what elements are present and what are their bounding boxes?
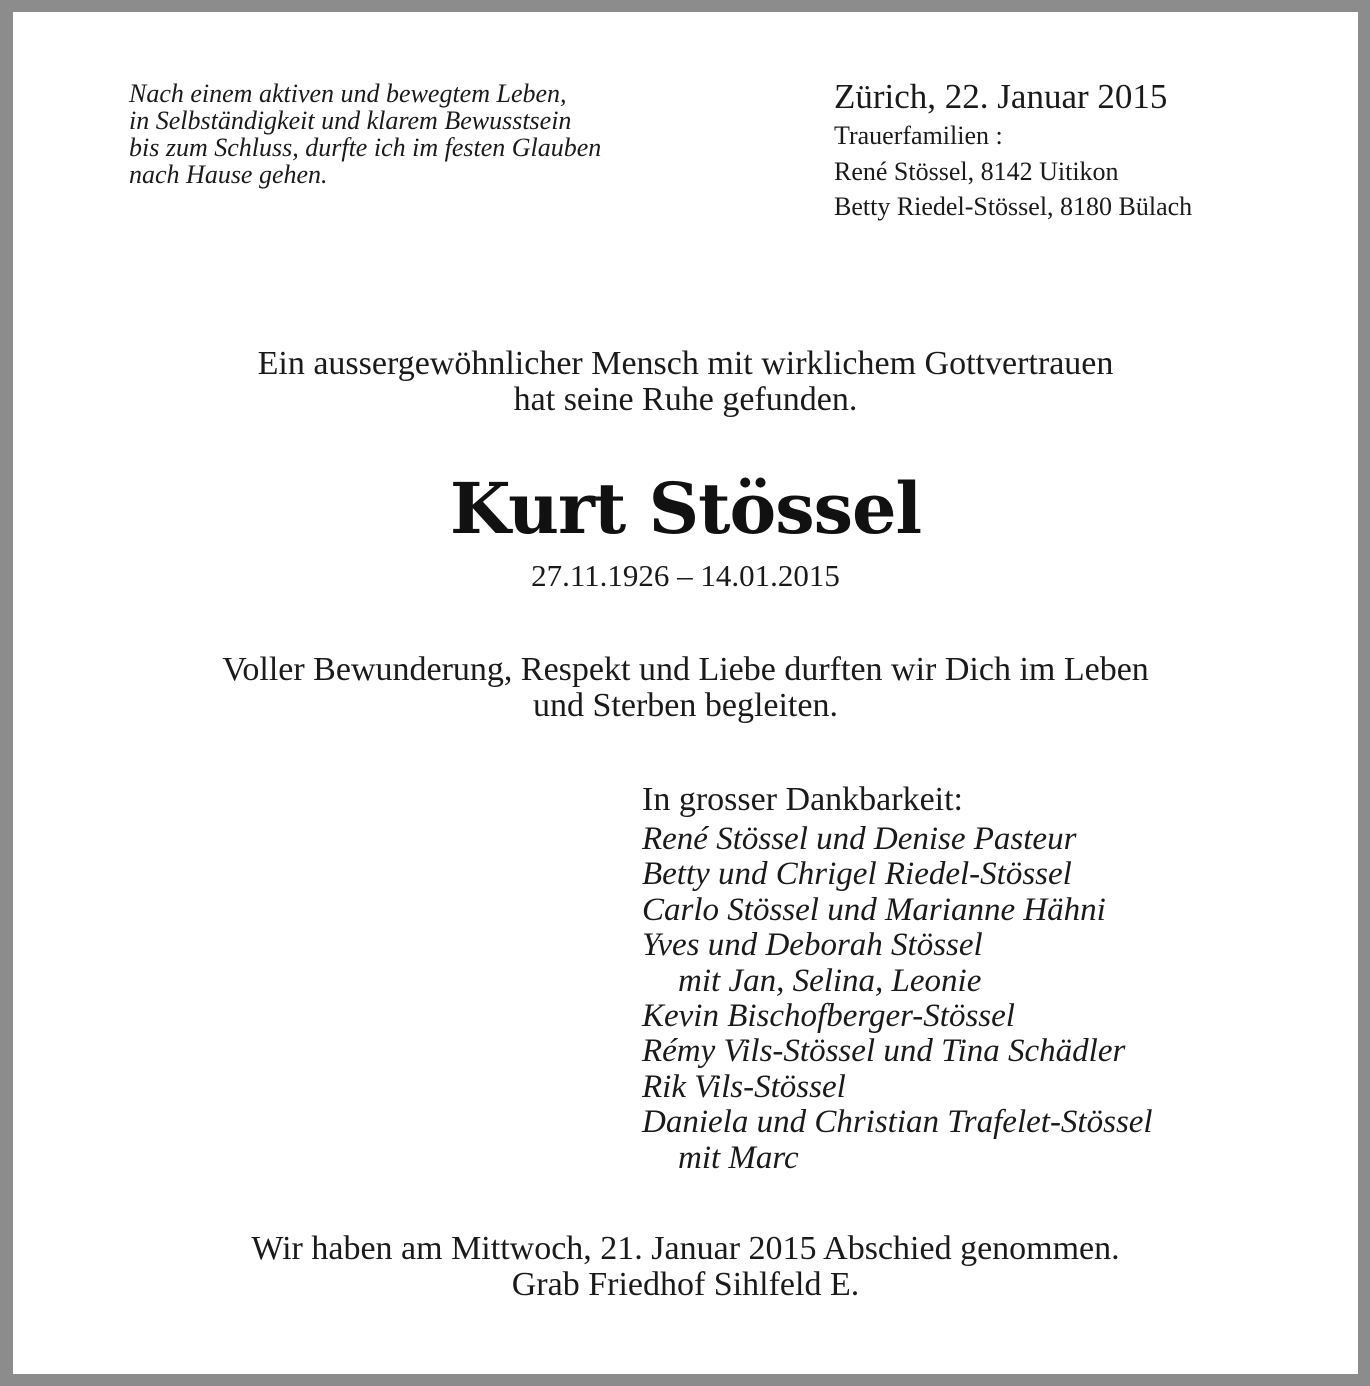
tribute-line: Voller Bewunderung, Respekt und Liebe durften wir Dich im Leben bbox=[222, 651, 1149, 688]
motto-line: bis zum Schluss, durfte ich im festen Glauben bbox=[129, 133, 602, 162]
intro-text bbox=[13, 346, 1358, 418]
family-contact: Betty Riedel-Stössel, 8180 Bülach bbox=[834, 192, 1193, 221]
header-info bbox=[834, 78, 1192, 224]
mourner-entry: Rémy Vils-Stössel und Tina Schädler bbox=[642, 1033, 1126, 1070]
mourner-entry: Betty und Chrigel Riedel-Stössel bbox=[642, 856, 1072, 893]
mourner-entry: René Stössel und Denise Pasteur bbox=[642, 821, 1077, 857]
mourner-subentry: mit Jan, Selina, Leonie bbox=[678, 962, 982, 999]
motto-line: in Selbständigkeit und klarem Bewusstsein bbox=[129, 106, 572, 135]
family-contact: René Stössel, 8142 Uitikon bbox=[834, 157, 1119, 186]
closing-line: Grab Friedhof Sihlfeld E. bbox=[511, 1266, 860, 1303]
closing-text bbox=[13, 1231, 1358, 1303]
closing-line: Wir haben am Mittwoch, 21. Januar 2015 Abschied genommen. bbox=[251, 1230, 1120, 1267]
mourners-list bbox=[642, 822, 1153, 1176]
intro-line: Ein aussergewöhnlicher Mensch mit wirklichem Gottvertrauen bbox=[257, 345, 1114, 382]
mourner-entry: Yves und Deborah Stössel bbox=[642, 927, 983, 964]
tribute-line: und Sterben begleiten. bbox=[533, 687, 838, 724]
tribute-text bbox=[13, 652, 1358, 724]
place-date: Zürich, 22. Januar 2015 bbox=[834, 77, 1168, 116]
mourner-entry: Kevin Bischofberger-Stössel bbox=[642, 998, 1015, 1035]
thanks-label: In grosser Dankbarkeit: bbox=[642, 781, 964, 818]
mourner-subentry: mit Marc bbox=[678, 1139, 799, 1176]
intro-line: hat seine Ruhe gefunden. bbox=[513, 381, 858, 418]
mourner-entry: Rik Vils-Stössel bbox=[642, 1068, 846, 1105]
mourner-entry: Daniela und Christian Trafelet-Stössel bbox=[642, 1104, 1153, 1141]
mourner-entry: Carlo Stössel und Marianne Hähni bbox=[642, 891, 1106, 928]
obituary-notice bbox=[13, 12, 1358, 1374]
deceased-name: Kurt Stössel bbox=[449, 467, 922, 550]
mourners-block bbox=[642, 780, 1153, 1176]
life-dates: 27.11.1926 – 14.01.2015 bbox=[531, 558, 840, 593]
motto-quote bbox=[129, 80, 601, 188]
motto-line: nach Hause gehen. bbox=[129, 160, 328, 189]
motto-line: Nach einem aktiven und bewegtem Leben, bbox=[129, 79, 567, 108]
families-label: Trauerfamilien : bbox=[834, 121, 1003, 150]
